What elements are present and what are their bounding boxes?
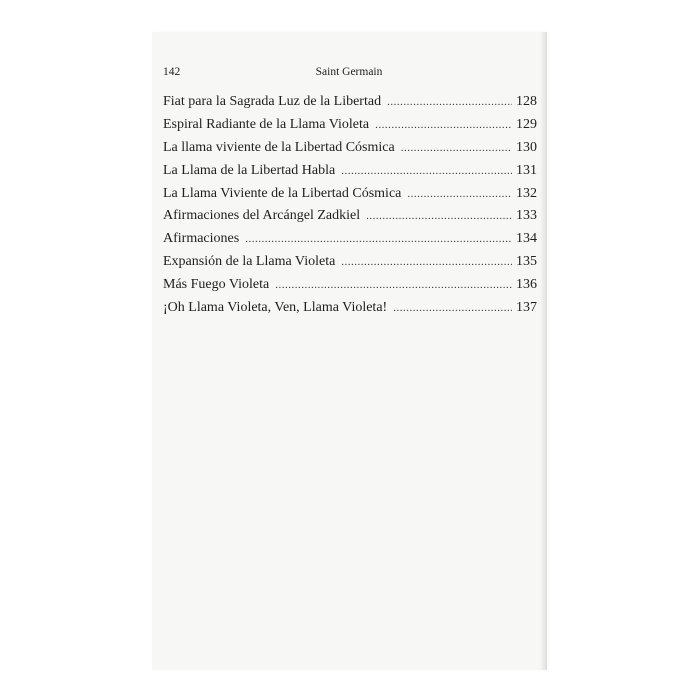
toc-entry-title: Afirmaciones del Arcángel Zadkiel: [163, 208, 361, 224]
toc-entry: [163, 186, 537, 209]
toc-entry-page: 129: [516, 116, 537, 132]
toc-entry: [163, 163, 537, 186]
toc-entry-page: 137: [516, 300, 537, 316]
toc-entry: [163, 300, 537, 323]
dot-leader: [245, 231, 512, 247]
toc-entry-page: 128: [516, 94, 537, 109]
toc-entry-page: 130: [516, 139, 537, 155]
dot-leader: [275, 277, 512, 293]
dot-leader: [366, 208, 512, 224]
page-edge-shadow: [540, 32, 547, 670]
toc-entry: [163, 208, 537, 231]
toc-entry-title: Espiral Radiante de la Llama Violeta: [163, 116, 370, 132]
toc-entry-title: Expansión de la Llama Violeta: [163, 254, 336, 270]
book-author: Saint Germain: [315, 66, 383, 78]
toc-entry-page: 135: [516, 254, 537, 270]
toc-entry-page: 136: [516, 277, 537, 293]
dot-leader: [387, 94, 512, 110]
toc-entry-page: 132: [516, 185, 537, 201]
toc-entry: [163, 254, 537, 277]
toc-entry-title: Más Fuego Violeta: [163, 277, 270, 293]
toc-entry-page: 134: [516, 231, 537, 247]
table-of-contents: [163, 94, 537, 323]
toc-entry: [163, 231, 537, 254]
toc-entry-page: 131: [516, 162, 537, 178]
toc-entry-title: La Llama de la Libertad Habla: [163, 162, 336, 178]
toc-entry: [163, 94, 537, 117]
dot-leader: [393, 300, 512, 316]
toc-entry-title: La Llama Viviente de la Libertad Cósmica: [163, 185, 402, 201]
toc-entry-title: Fiat para la Sagrada Luz de la Libertad: [163, 94, 382, 109]
running-head: [163, 66, 535, 82]
toc-entry-title: La llama viviente de la Libertad Cósmica: [163, 139, 395, 155]
toc-entry-page: 133: [516, 208, 537, 224]
toc-entry-title: Afirmaciones: [163, 231, 240, 247]
dot-leader: [341, 163, 512, 179]
dot-leader: [375, 117, 512, 133]
dot-leader: [341, 254, 512, 270]
toc-entry: [163, 277, 537, 300]
dot-leader: [407, 186, 512, 202]
toc-entry: [163, 117, 537, 140]
dot-leader: [401, 140, 512, 156]
page-number: 142: [163, 66, 181, 78]
toc-entry: [163, 140, 537, 163]
toc-entry-title: ¡Oh Llama Violeta, Ven, Llama Violeta!: [163, 300, 388, 316]
